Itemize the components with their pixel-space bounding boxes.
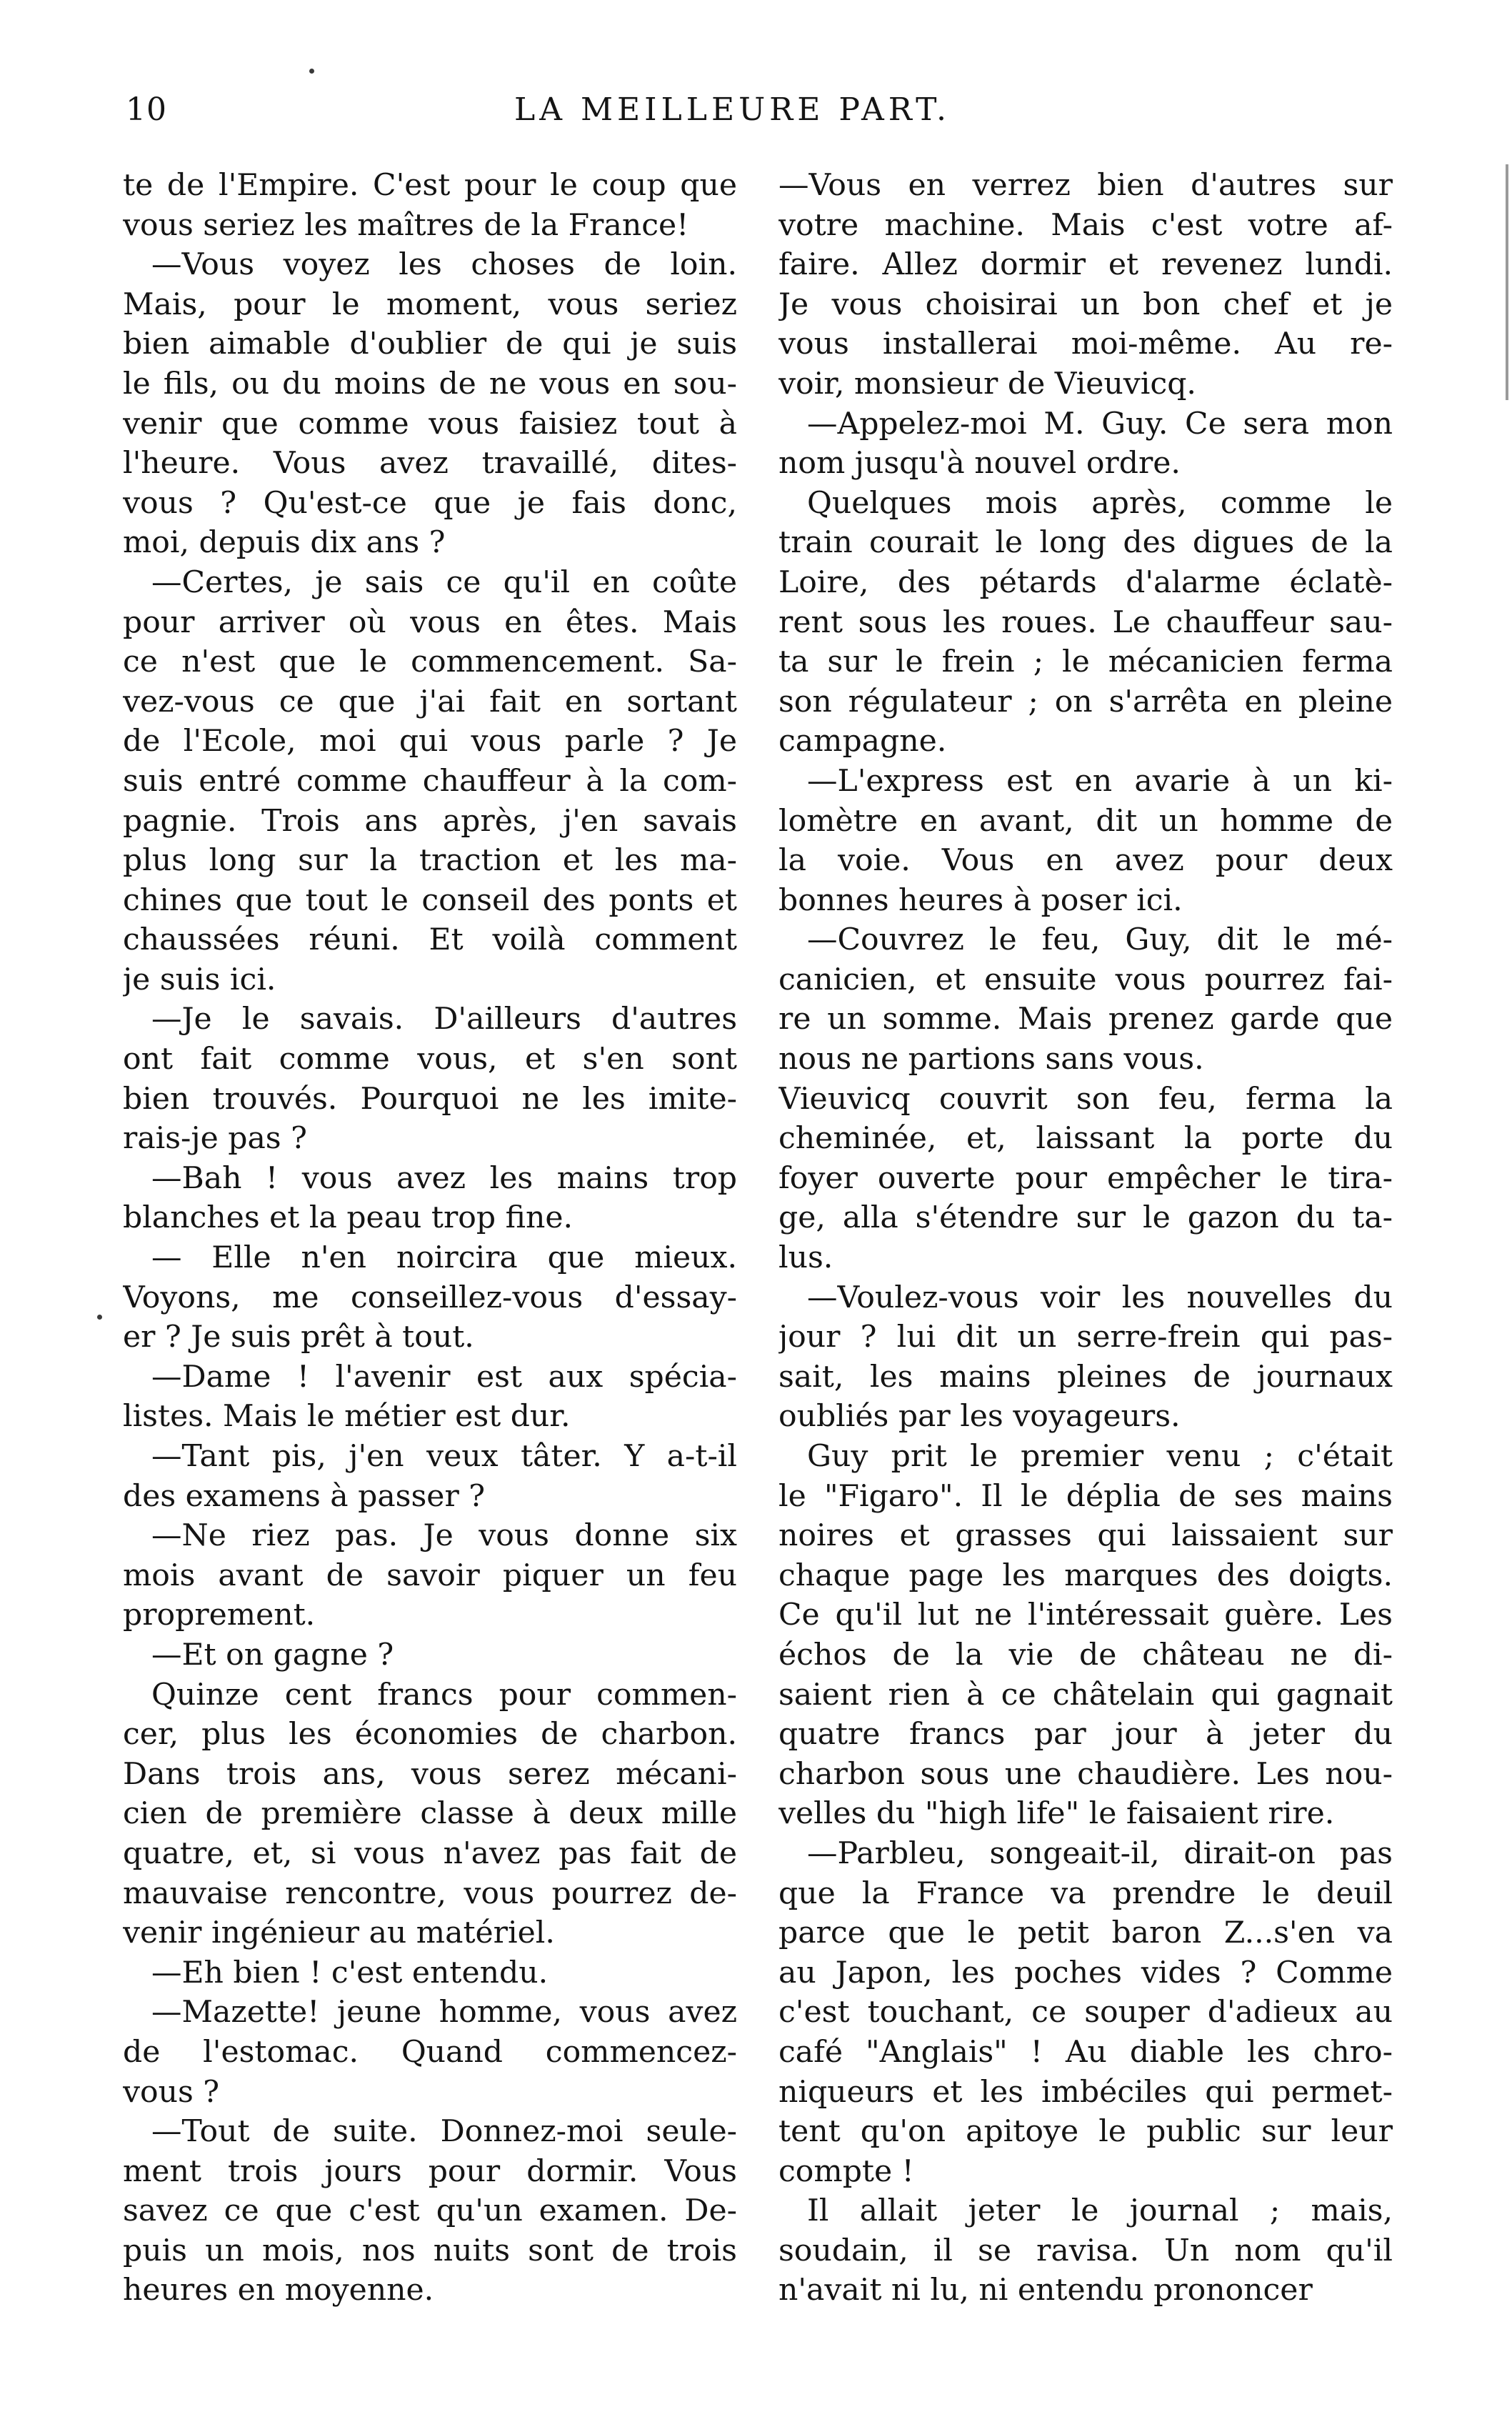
text-line: rais-je pas ? (123, 1121, 307, 1157)
text-line: quatre francs par jour à jeter du (778, 1717, 1393, 1753)
text-line: de l'estomac. Quand commencez- (123, 2034, 737, 2070)
right-column (778, 166, 1393, 2311)
text-line: —Je le savais. D'ailleurs d'autres (151, 1002, 737, 1037)
text-line: venir que comme vous faisiez tout à (123, 406, 737, 442)
text-line: soudain, il se ravisa. Un nom qu'il (778, 2233, 1393, 2268)
text-line: —L'express est en avarie à un ki- (807, 763, 1393, 799)
text-line: vous seriez les maîtres de la France! (123, 207, 689, 243)
text-line: n'avait ni lu, ni entendu prononcer (778, 2273, 1313, 2308)
page-number: 10 (126, 91, 167, 128)
text-line: oubliés par les voyageurs. (778, 1399, 1181, 1435)
text-line: nom jusqu'à nouvel ordre. (778, 446, 1181, 482)
text-line: Il allait jeter le journal ; mais, (807, 2193, 1393, 2229)
text-line: le fils, ou du moins de ne vous en sou- (123, 366, 737, 402)
text-line: ment trois jours pour dormir. Vous (123, 2153, 737, 2189)
text-line: son régulateur ; on s'arrêta en pleine (778, 684, 1393, 719)
text-line: rent sous les roues. Le chauffeur sau- (778, 604, 1393, 640)
text-line: —Appelez-moi M. Guy. Ce sera mon (807, 406, 1393, 442)
text-line: —Vous voyez les choses de loin. (151, 247, 737, 283)
text-line: venir ingénieur au matériel. (123, 1915, 555, 1951)
text-line: Ce qu'il lut ne l'intéressait guère. Les (778, 1598, 1393, 1633)
text-line: niqueurs et les imbéciles qui permet- (778, 2074, 1393, 2110)
text-line: Quelques mois après, comme le (807, 485, 1393, 521)
text-line: vous ? Qu'est-ce que je fais donc, (123, 485, 737, 521)
text-line: —Tout de suite. Donnez-moi seule- (151, 2114, 737, 2150)
running-title: LA MEILLEURE PART. (514, 91, 951, 128)
text-line: savez ce que c'est qu'un examen. De- (123, 2193, 737, 2229)
text-line: échos de la vie de château ne di- (778, 1637, 1393, 1673)
text-line: —Couvrez le feu, Guy, dit le mé- (807, 922, 1393, 958)
text-line: Quinze cent francs pour commen- (151, 1677, 737, 1713)
text-line: de l'Ecole, moi qui vous parle ? Je (123, 724, 737, 759)
text-line: noires et grasses qui laissaient sur (778, 1518, 1393, 1554)
text-line: mauvaise rencontre, vous pourrez de- (123, 1875, 737, 1911)
text-line: —Et on gagne ? (151, 1637, 394, 1673)
text-line: au Japon, les poches vides ? Comme (778, 1955, 1393, 1990)
text-line: parce que le petit baron Z...s'en va (778, 1915, 1393, 1951)
text-line: nous ne partions sans vous. (778, 1042, 1204, 1077)
text-line: te de l'Empire. C'est pour le coup que (123, 168, 737, 203)
text-line: le "Figaro". Il le déplia de ses mains (778, 1478, 1393, 1514)
text-line: train courait le long des digues de la (778, 525, 1393, 561)
text-line: velles du "high life" le faisaient rire. (778, 1796, 1335, 1832)
text-line: bonnes heures à poser ici. (778, 882, 1183, 918)
text-line: ge, alla s'étendre sur le gazon du ta- (778, 1200, 1393, 1236)
text-line: lus. (778, 1240, 833, 1276)
text-line: —Bah ! vous avez les mains trop (151, 1160, 737, 1196)
text-line: blanches et la peau trop fine. (123, 1200, 573, 1236)
text-line: bien aimable d'oublier de qui je suis (123, 327, 737, 362)
text-line: —Vous en verrez bien d'autres sur (778, 168, 1393, 203)
text-line: jour ? lui dit un serre-frein qui pas- (778, 1320, 1393, 1355)
text-line: plus long sur la traction et les ma- (123, 843, 737, 879)
text-line: vous installerai moi-même. Au re- (778, 327, 1393, 362)
text-line: heures en moyenne. (123, 2273, 434, 2308)
text-line: je suis ici. (123, 962, 276, 997)
text-line: —Certes, je sais ce qu'il en coûte (151, 564, 737, 600)
text-line: chaque page les marques des doigts. (778, 1558, 1393, 1593)
margin-rule (1506, 164, 1508, 400)
text-line: la voie. Vous en avez pour deux (778, 843, 1393, 879)
text-line: er ? Je suis prêt à tout. (123, 1320, 474, 1355)
text-line: —Ne riez pas. Je vous donne six (151, 1518, 737, 1554)
text-line: mois avant de savoir piquer un feu (123, 1558, 737, 1593)
text-line: chaussées réuni. Et voilà comment (123, 922, 737, 958)
text-line: — Elle n'en noircira que mieux. (151, 1240, 737, 1276)
text-line: tent qu'on apitoye le public sur leur (778, 2114, 1393, 2150)
text-line: vous ? (123, 2074, 220, 2110)
text-line: sait, les mains pleines de journaux (778, 1359, 1393, 1395)
text-line: Loire, des pétards d'alarme éclatè- (778, 564, 1393, 600)
ink-speck (97, 1315, 102, 1320)
text-line: puis un mois, nos nuits sont de trois (123, 2233, 737, 2268)
text-line: Je vous choisirai un bon chef et je (778, 286, 1393, 322)
text-line: ce n'est que le commencement. Sa- (123, 644, 737, 680)
ink-speck (309, 69, 314, 74)
text-line: Vieuvicq couvrit son feu, ferma la (778, 1081, 1393, 1117)
text-line: —Mazette! jeune homme, vous avez (151, 1995, 737, 2030)
text-line: re un somme. Mais prenez garde que (778, 1002, 1393, 1037)
text-line: —Eh bien ! c'est entendu. (151, 1955, 549, 1990)
text-line: des examens à passer ? (123, 1478, 486, 1514)
text-line: votre machine. Mais c'est votre af- (778, 207, 1393, 243)
text-line: —Voulez-vous voir les nouvelles du (807, 1280, 1393, 1315)
text-line: Mais, pour le moment, vous seriez (123, 286, 737, 322)
text-line: Guy prit le premier venu ; c'était (807, 1439, 1393, 1474)
text-line: canicien, et ensuite vous pourrez fai- (778, 962, 1393, 997)
text-line: café "Anglais" ! Au diable les chro- (778, 2034, 1393, 2070)
text-line: Voyons, me conseillez-vous d'essay- (123, 1280, 737, 1315)
text-line: cien de première classe à deux mille (123, 1796, 737, 1832)
text-line: pagnie. Trois ans après, j'en savais (123, 803, 737, 839)
text-line: campagne. (778, 724, 947, 759)
text-line: listes. Mais le métier est dur. (123, 1399, 571, 1435)
text-line: bien trouvés. Pourquoi ne les imite- (123, 1081, 737, 1117)
text-line: —Dame ! l'avenir est aux spécia- (151, 1359, 737, 1395)
text-line: charbon sous une chaudière. Les nou- (778, 1756, 1393, 1792)
text-line: foyer ouverte pour empêcher le tira- (778, 1160, 1393, 1196)
text-line: faire. Allez dormir et revenez lundi. (778, 247, 1393, 283)
left-column (123, 166, 737, 2311)
text-line: vez-vous ce que j'ai fait en sortant (123, 684, 737, 719)
text-line: cheminée, et, laissant la porte du (778, 1121, 1393, 1157)
text-line: l'heure. Vous avez travaillé, dites- (123, 446, 737, 482)
text-line: ont fait comme vous, et s'en sont (123, 1042, 737, 1077)
text-line: cer, plus les économies de charbon. (123, 1717, 737, 1753)
text-line: lomètre en avant, dit un homme de (778, 803, 1393, 839)
text-line: suis entré comme chauffeur à la com- (123, 763, 737, 799)
text-line: pour arriver où vous en êtes. Mais (123, 604, 737, 640)
text-line: quatre, et, si vous n'avez pas fait de (123, 1835, 737, 1871)
text-line: voir, monsieur de Vieuvicq. (778, 366, 1196, 402)
text-line: Dans trois ans, vous serez mécani- (123, 1756, 737, 1792)
text-line: moi, depuis dix ans ? (123, 525, 446, 561)
text-line: c'est touchant, ce souper d'adieux au (778, 1995, 1393, 2030)
text-line: saient rien à ce châtelain qui gagnait (778, 1677, 1393, 1713)
text-line: —Tant pis, j'en veux tâter. Y a-t-il (151, 1439, 737, 1474)
text-line: proprement. (123, 1598, 316, 1633)
text-line: que la France va prendre le deuil (778, 1875, 1393, 1911)
text-line: chines que tout le conseil des ponts et (123, 882, 737, 918)
text-line: —Parbleu, songeait-il, dirait-on pas (807, 1835, 1393, 1871)
text-line: ta sur le frein ; le mécanicien ferma (778, 644, 1393, 680)
text-line: compte ! (778, 2153, 914, 2189)
